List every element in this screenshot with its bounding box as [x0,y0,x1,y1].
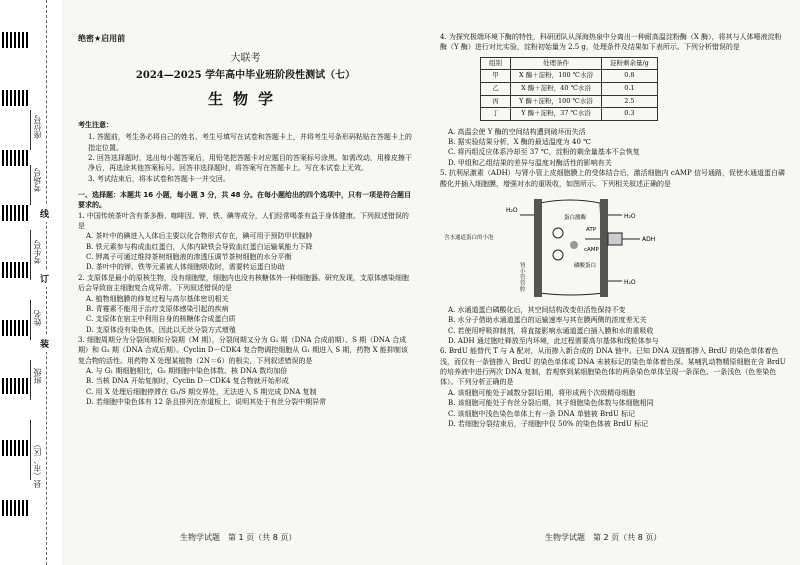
option: D. 若细胞中染色体有 12 条且排列在赤道板上，说明其处于有丝分裂中期异常 [86,398,327,407]
atp-label: ATP [586,226,597,233]
water-label: H₂O [506,206,518,214]
table-cell: 乙 [481,82,511,95]
field-line [30,360,31,400]
option: C. 该细胞中浅色染色单体上有一条 DNA 单链被 BrdU 标记 [448,409,636,418]
enzyme-table [480,57,658,121]
barcode-hatch [2,205,28,221]
option: A. 植物细胞膜的修复过程与高尔基体密切相关 [86,294,229,303]
table-header-row [481,57,658,70]
basal-membrane [600,199,608,297]
field-line [30,165,31,205]
water-label: H₂O [624,212,636,220]
option: B. 铁元素参与构成血红蛋白，人体内缺铁会导致血红蛋白运输氧能力下降 [86,242,313,251]
table-cell: Y 酶＋淀粉，100 ℃水浴 [511,95,602,108]
apical-membrane [534,199,542,297]
secret-mark: 绝密★启用前 [78,34,126,43]
question-1 [78,211,413,273]
barcode-hatch [2,378,28,394]
table-cell: 0.8 [601,70,657,83]
question-4 [440,32,788,168]
barcode-hatch [2,90,28,106]
note-item: 3. 考试结束后，将本试卷和答题卡一并交回。 [88,174,230,183]
adh-receptor-shape [608,233,622,245]
option: D. ADH 通过胞吐释放至内环境，此过程需要高尔基体和线粒体参与 [448,337,659,345]
table-row [481,108,658,121]
option: D. 支原体没有染色体，因此以无丝分裂方式增殖 [86,325,236,334]
table-cell: X 酶＋淀粉，100 ℃水浴 [511,70,602,83]
adh-cell-diagram [444,193,730,301]
table-header: 淀粉剩余量/g [601,57,657,70]
option: A. 与 G₁ 期细胞相比，G₂ 期细胞中染色体数、核 DNA 数均加倍 [86,367,288,376]
option: B. 据实验结果分析，X 酶的最适温度为 40 ℃ [448,138,591,147]
table-row [481,82,658,95]
left-column [78,30,413,407]
option: B. 水分子借助水通道蛋白的运输速率与其在膜两侧的浓度差无关 [448,316,647,325]
barcode-hatch [2,262,28,278]
question-stem: 5. 抗利尿激素（ADH）与肾小管上皮细胞膜上的受体结合后，激活细胞内 cAMP 信号通路，促使水通道蛋白磷酸化并插入细胞膜，增强对水的重吸收，如图所示。下列相关叙述正确的是 [440,169,785,188]
cut-char-install: 装 [40,335,49,352]
table-cell: 0.1 [601,82,657,95]
field-line [30,230,31,280]
field-line [30,300,31,340]
adh-label: ADH [642,235,656,243]
section-heading: 一、选择题：本题共 16 小题，每小题 3 分，共 48 分。在每小题给出的四个选项中，只有一项是符合题目要求的。 [78,190,411,210]
field-line [30,420,31,480]
question-3 [78,335,413,408]
phospho-label: 磷酸蛋白 [574,262,597,269]
option: D. 甲组和乙组结果的差异与温度对酶活性的影响有关 [448,158,612,167]
option: B. 当核 DNA 开始复制时，Cyclin D－CDK4 复合物就开始形成 [86,377,289,386]
right-column [440,32,788,429]
barcode-hatch [2,500,28,516]
vesicle-label: 含水通道蛋白的小泡 [444,234,494,241]
table-cell: 2.5 [601,95,657,108]
barcode-hatch [2,440,28,456]
option: C. 钾离子可通过维持茶树细胞液的渗透压调节茶树细胞的水分平衡 [86,253,292,262]
seat-label: 座位号 [33,115,42,139]
vesicle-shape [553,228,563,238]
table-header: 组别 [481,57,511,70]
room-label: 考场号 [33,168,42,192]
binding-strip [0,0,62,565]
table-header: 处理条件 [511,57,602,70]
note-item: 1. 答题前，考生务必将自己的姓名、考生号填写在试卷和答题卡上，并将考生号条形码粘贴在答题卡上的指定位置。 [88,133,412,152]
option: C. 若使用呼吸抑制剂，将直接影响水通道蛋白插入膜和水的重吸收 [448,326,654,335]
option: A. 茶叶中的碘进入人体后主要以化合物形式存在，碘可用于预防甲状腺肿 [86,232,313,241]
exam-title: 2024—2025 学年高中毕业班阶段性测试（七） [135,69,356,81]
option: D. 茶叶中的钾、铁等元素被人体细胞吸收时，需要转运蛋白协助 [86,263,285,272]
barcode-hatch [2,150,28,166]
notes-heading: 考生注意： [78,120,113,129]
question-6 [440,346,788,429]
table-row [481,70,658,83]
option: C. 用 X 处理后细胞停滞在 G₁/S 期交界处，无法进入 S 期完成 DNA 复制 [86,387,317,396]
notes-list [88,132,413,184]
lumen-label: 肾小管管腔 [520,262,526,294]
name-label: 姓名 [33,310,42,326]
option: B. 该细胞可能处于有丝分裂后期，其子细胞染色体数与体细胞相同 [448,399,654,408]
option: B. 青霉素不能用于治疗支原体感染引起的疾病 [86,304,229,313]
field-line [30,110,31,150]
protein-kinase-shape [570,241,578,249]
candidate-no-label: 考生号 [33,240,42,264]
water-label: H₂O [624,278,636,286]
barcode-hatch-top [2,32,28,48]
question-stem: 2. 支原体是最小的原核生物，没有细胞壁，细胞内也没有核糖体外一种细胞器。研究发现，支原体感染细胞后会导致宿主细胞复合成异常。下列叙述错误的是 [78,273,409,293]
option: C. 将丙组反应体系冷却至 37 ℃，淀粉的剩余量基本不会恢复 [448,148,640,157]
cell-diagram-svg [500,193,730,301]
option: D. 若细胞分裂结束后，子细胞中仅 50% 的染色体被 BrdU 标记 [448,419,649,428]
table-cell: 0.3 [601,108,657,121]
table-cell: 丙 [481,95,511,108]
question-2 [78,273,413,335]
vesicle-shape [553,250,563,260]
question-stem: 3. 细胞周期分为分裂间期和分裂期（M 期），分裂间期又分为 G₁ 期（DNA 合成前期）、S 期（DNA 合成期）和 G₂ 期（DNA 合成后期）。Cyclin D－CDK4 复合物调控细胞从 G₁ 期进入 S 期，药物 X 能抑制该复合物的活性。用药物 X 处理某植物（2N＝6）的根尖，下列叙述错误的是 [78,335,408,365]
option: A. 水通道蛋白磷酸化后，其空间结构改变但活性保持不变 [448,305,626,314]
cut-char-line: 线 [40,205,49,222]
table-cell: X 酶＋淀粉，40 ℃水浴 [511,82,602,95]
option: C. 支原体在宿主中利用自身的核糖体合成蛋白质 [86,315,236,324]
footer-right: 生物学试题 第 2 页（共 8 页） [545,533,662,542]
protein-label: 蛋白激酶 [564,214,587,221]
option: A. 该细胞可能处于减数分裂Ⅰ后期，将形成两个次级精母细胞 [448,388,636,397]
footer-left: 生物学试题 第 1 页（共 8 页） [180,533,297,542]
table-cell: 丁 [481,108,511,121]
question-stem: 1. 中国传统茶叶含有茶多酚、咖啡因、钾、铁、碘等成分，人们经常喝茶有益于身体健康。下列叙述错误的是 [78,211,409,231]
question-stem: 6. BrdU 能替代 T 与 A 配对，从而掺入新合成的 DNA 链中。已知 DNA 双链都掺入 BrdU 的染色单体着色浅，而仅有一条链掺入 BrdU 的染色单体或 DNA 未被标记的染色单体着色深。某哺乳动物精原细胞在含 BrdU 的培养液中进行两次 DNA 复制，若观察到某细胞染色体的两条染色单体呈现一条深色、一条浅色（色差染色体）。下列分析正确的是 [440,347,786,387]
class-label: 班级 [33,368,42,384]
camp-label: cAMP [584,246,599,253]
cut-char-bind: 订 [40,270,49,287]
county-label: 县（市、区） [33,440,42,488]
question-stem: 4. 为探究极端环境下酶的特性，科研团队从深海热泉中分离出一种耐高温淀粉酶（X 酶），将其与人体唾液淀粉酶（Y 酶）进行对比实验，淀粉初始量为 2.5 g，处理条件及结果如下表所示。下列分析错误的是 [440,33,782,52]
barcode-hatch [2,320,28,336]
question-5 [440,168,788,346]
subject-title: 生物学 [207,89,283,108]
table-row [481,95,658,108]
table-cell: Y 酶＋淀粉，37 ℃水浴 [511,108,602,121]
union-title: 大联考 [230,53,261,64]
table-cell: 甲 [481,70,511,83]
option: A. 高温会使 Y 酶的空间结构遭到破坏而失活 [448,127,586,136]
note-item: 2. 回答选择题时，选出每小题答案后，用铅笔把答题卡对应题目的答案标号涂黑。如需改动，用橡皮擦干净后，再选涂其他答案标号。回答非选择题时，将答案写在答题卡上。写在本试卷上无效。 [88,153,412,173]
